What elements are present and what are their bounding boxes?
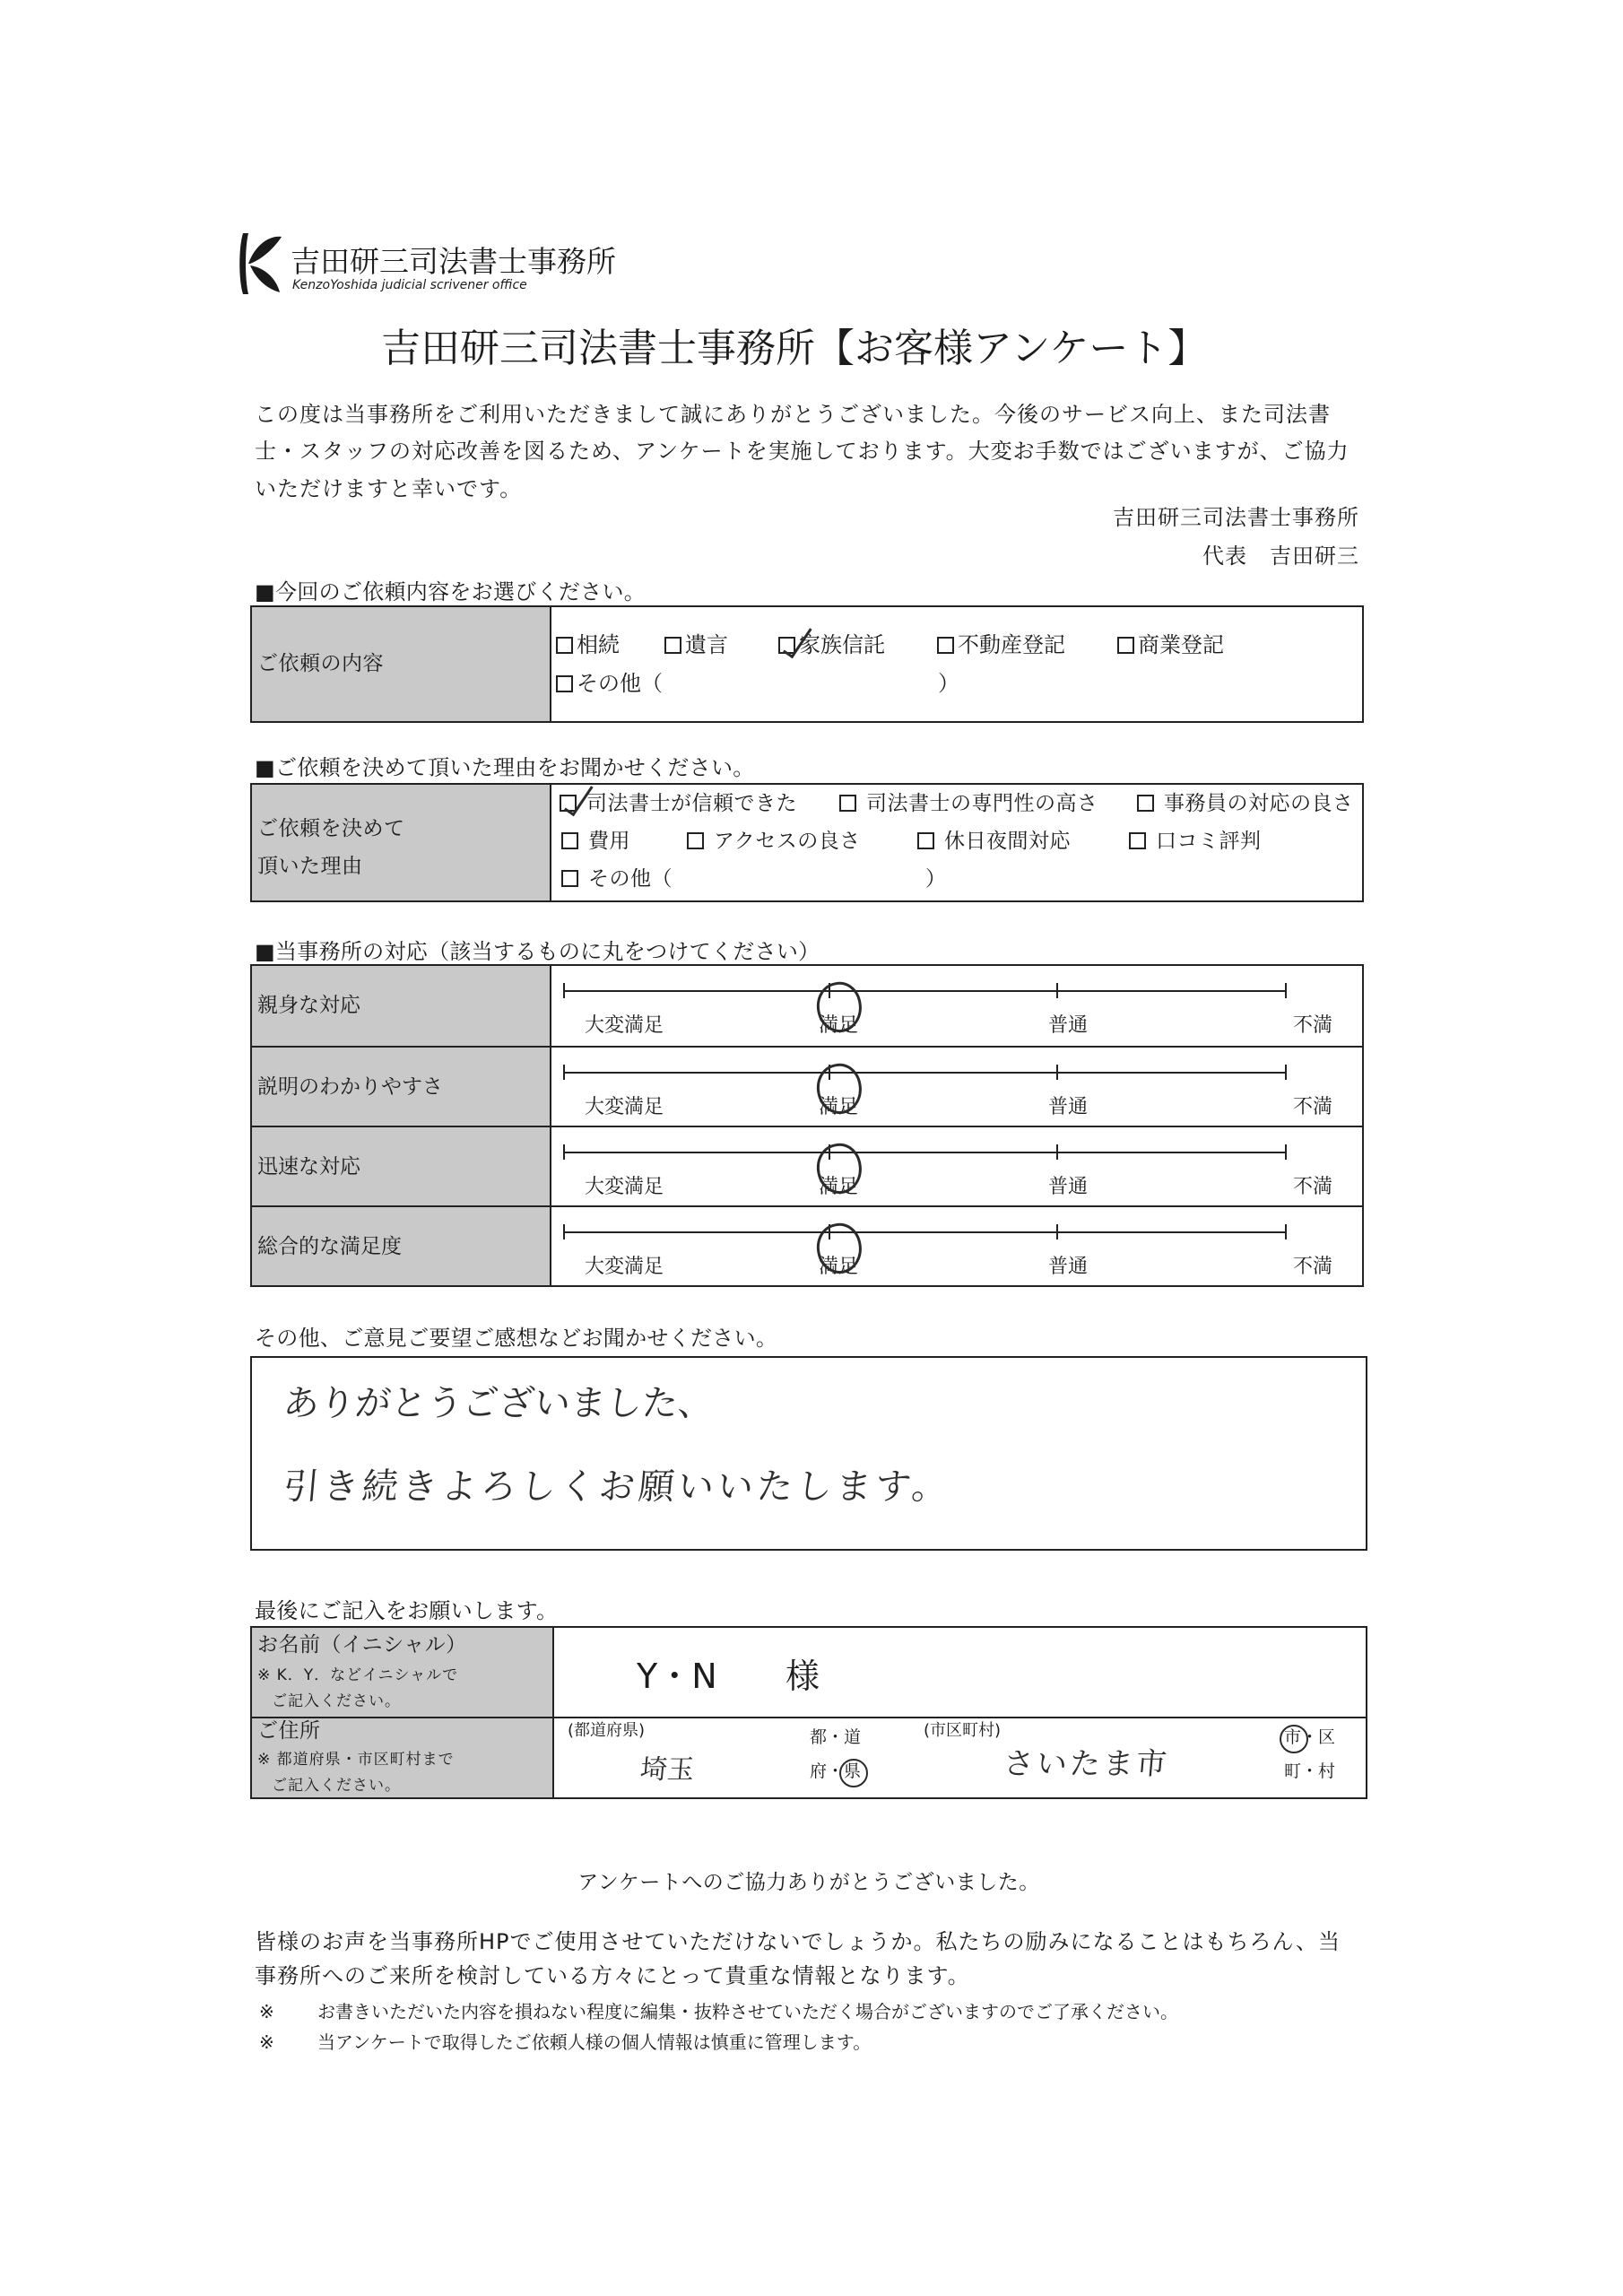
checkbox[interactable] bbox=[778, 637, 795, 654]
rating-label: 総合的な満足度 bbox=[257, 1235, 402, 1258]
request-label: ご依頼の内容 bbox=[257, 652, 384, 675]
option-label: 費用 bbox=[588, 830, 630, 853]
city-suffix-row bbox=[1284, 1763, 1335, 1780]
checkbox[interactable] bbox=[556, 675, 573, 692]
checkbox[interactable] bbox=[839, 795, 856, 812]
rating-row-clarity bbox=[252, 1046, 1362, 1126]
scale-option-neutral[interactable]: 普通 bbox=[1047, 1256, 1089, 1278]
suffix-option[interactable]: 府 bbox=[810, 1761, 828, 1781]
option-label: 口コミ評判 bbox=[1156, 830, 1262, 853]
option-label: 司法書士の専門性の高さ bbox=[866, 792, 1098, 815]
rating-row-speed bbox=[252, 1126, 1362, 1206]
scale-option-very-satisfied[interactable]: 大変満足 bbox=[584, 1256, 664, 1278]
suffix-option[interactable]: 村 bbox=[1318, 1761, 1336, 1781]
intro-line: 士・スタッフの対応改善を図るため、アンケートを実施しております。大変お手数ではございますが、ご協力 bbox=[255, 439, 1350, 464]
scale-option-neutral[interactable]: 普通 bbox=[1047, 1014, 1089, 1037]
scale-tick bbox=[1056, 983, 1058, 998]
checkbox[interactable] bbox=[1137, 795, 1154, 812]
scale-option-satisfied[interactable]: 満足 bbox=[818, 1096, 859, 1118]
rating-label: 迅速な対応 bbox=[257, 1155, 360, 1178]
prefecture-label: (都道府県) bbox=[568, 1721, 646, 1740]
option-trust[interactable] bbox=[560, 794, 797, 814]
row-divider bbox=[252, 1717, 1366, 1718]
option-label: 遺言 bbox=[685, 632, 728, 657]
option-kazoku-shintaku[interactable] bbox=[778, 634, 885, 656]
rating-scale-line bbox=[563, 1231, 1286, 1233]
option-cost[interactable] bbox=[561, 831, 630, 852]
option-label: 事務員の対応の良さ bbox=[1164, 792, 1354, 815]
page-title: 吉田研三司法書士事務所【お客様アンケート】 bbox=[381, 326, 1208, 371]
checkbox[interactable] bbox=[556, 637, 573, 654]
request-table bbox=[250, 605, 1364, 723]
rating-row-kindness bbox=[252, 966, 1362, 1047]
prefecture-value[interactable]: 埼玉 bbox=[638, 1754, 696, 1786]
reason-table bbox=[250, 783, 1364, 902]
comment-line: ありがとうございました、 bbox=[281, 1383, 716, 1424]
rating-scale-line bbox=[563, 1072, 1286, 1074]
checkbox[interactable] bbox=[937, 637, 954, 654]
suffix-separator: ・ bbox=[827, 1727, 845, 1747]
section-heading-reason: ■ご依頼を決めて頂いた理由をお聞かせください。 bbox=[255, 755, 755, 780]
option-label: 家族信託 bbox=[799, 632, 885, 657]
section-heading-comments: その他、ご意見ご要望ご感想などお聞かせください。 bbox=[255, 1326, 778, 1351]
note-text: 当アンケートで取得したご依頼人様の個人情報は慎重に管理します。 bbox=[317, 2031, 872, 2053]
option-other-close: ） bbox=[938, 671, 959, 696]
note-text: お書きいただいた内容を損ねない程度に編集・抜粋させていただく場合がございますのでご了承ください。 bbox=[317, 2001, 1178, 2022]
option-label: その他（ bbox=[588, 867, 673, 891]
scale-option-satisfied[interactable]: 満足 bbox=[818, 1256, 859, 1278]
address-note: ご記入ください。 bbox=[272, 1777, 401, 1795]
suffix-option[interactable]: 区 bbox=[1318, 1727, 1336, 1747]
suffix-separator: ・ bbox=[827, 1761, 845, 1781]
scale-option-dissatisfied[interactable]: 不満 bbox=[1292, 1096, 1333, 1118]
section-heading-final: 最後にご記入をお願いします。 bbox=[255, 1598, 559, 1623]
name-honorific: 様 bbox=[785, 1657, 820, 1696]
option-label: 不動産登記 bbox=[958, 632, 1065, 657]
scale-tick bbox=[1056, 1224, 1058, 1239]
intro-line: この度は当事務所をご利用いただきまして誠にありがとうございました。今後のサービス向上、また司法書 bbox=[255, 402, 1331, 427]
note-mark: ※ bbox=[259, 2001, 274, 2022]
scale-tick bbox=[1056, 1144, 1058, 1160]
checkbox[interactable] bbox=[1117, 637, 1134, 654]
option-shogyo-toki[interactable] bbox=[1117, 634, 1224, 656]
option-label: 司法書士が信頼できた bbox=[586, 792, 797, 815]
option-label: 相続 bbox=[577, 632, 620, 657]
contact-table bbox=[250, 1626, 1367, 1799]
comment-line: 引き続きよろしくお願いいたします。 bbox=[281, 1466, 953, 1508]
city-value[interactable]: さいたま市 bbox=[1002, 1746, 1171, 1782]
scale-tick bbox=[563, 983, 565, 998]
scale-option-very-satisfied[interactable]: 大変満足 bbox=[584, 1176, 664, 1198]
suffix-option[interactable]: 道 bbox=[844, 1727, 862, 1747]
scale-tick bbox=[1285, 1065, 1287, 1080]
option-label: アクセスの良さ bbox=[714, 830, 861, 853]
scale-tick bbox=[1285, 1224, 1287, 1239]
scale-option-very-satisfied[interactable]: 大変満足 bbox=[584, 1014, 664, 1037]
scale-option-dissatisfied[interactable]: 不満 bbox=[1292, 1256, 1333, 1278]
prefecture-suffix-row bbox=[810, 1763, 861, 1780]
scale-tick bbox=[1285, 983, 1287, 998]
logo-mark-icon bbox=[233, 230, 283, 301]
scale-tick bbox=[1056, 1065, 1058, 1080]
rating-scale-line bbox=[563, 990, 1286, 992]
suffix-option[interactable]: 県 bbox=[844, 1761, 862, 1781]
rating-scale-line bbox=[563, 1152, 1286, 1153]
suffix-separator: ・ bbox=[1301, 1727, 1319, 1747]
option-expertise[interactable] bbox=[839, 794, 1098, 814]
scale-option-satisfied[interactable]: 満足 bbox=[818, 1176, 859, 1198]
rating-label: 説明のわかりやすさ bbox=[257, 1075, 443, 1099]
name-label: お名前（イニシャル） bbox=[257, 1633, 467, 1657]
scale-option-satisfied[interactable]: 満足 bbox=[818, 1014, 859, 1037]
checkbox[interactable] bbox=[560, 795, 577, 812]
scale-option-dissatisfied[interactable]: 不満 bbox=[1292, 1014, 1333, 1037]
suffix-option[interactable]: 市 bbox=[1284, 1727, 1302, 1747]
scale-option-neutral[interactable]: 普通 bbox=[1047, 1096, 1089, 1118]
section-heading-request: ■今回のご依頼内容をお選びください。 bbox=[255, 579, 647, 604]
scale-tick bbox=[1285, 1144, 1287, 1160]
option-label: その他（ bbox=[577, 671, 663, 696]
closing-thanks: アンケートへのご協力ありがとうございました。 bbox=[577, 1871, 1040, 1894]
reason-label-line: 頂いた理由 bbox=[257, 855, 363, 878]
checkbox[interactable] bbox=[561, 870, 578, 887]
logo-name: 吉田研三司法書士事務所 bbox=[291, 244, 616, 279]
suffix-separator: ・ bbox=[1301, 1761, 1319, 1781]
city-label: (市区町村) bbox=[924, 1721, 1002, 1740]
option-souzoku[interactable] bbox=[556, 634, 620, 656]
note-mark: ※ bbox=[259, 2031, 274, 2053]
comment-box[interactable] bbox=[250, 1356, 1367, 1551]
suffix-option[interactable]: 都 bbox=[810, 1727, 828, 1747]
option-other[interactable] bbox=[561, 869, 673, 890]
label-cell bbox=[252, 785, 551, 900]
signature-representative: 代表 吉田研三 bbox=[1202, 544, 1359, 569]
checkbox[interactable] bbox=[1129, 832, 1146, 849]
prefecture-suffix-row bbox=[810, 1729, 861, 1746]
option-access[interactable] bbox=[687, 831, 861, 852]
ratings-table bbox=[250, 964, 1364, 1287]
name-value[interactable]: Y・N bbox=[637, 1657, 717, 1696]
option-label: 休日夜間対応 bbox=[944, 830, 1071, 853]
option-other-close: ） bbox=[925, 867, 947, 891]
closing-paragraph-line: 事務所へのご来所を検討している方々にとって貴重な情報となります。 bbox=[255, 1963, 970, 1988]
scale-tick bbox=[563, 1065, 565, 1080]
rating-row-overall bbox=[252, 1205, 1362, 1286]
signature-office: 吉田研三司法書士事務所 bbox=[1113, 505, 1359, 530]
rating-label: 親身な対応 bbox=[257, 994, 360, 1017]
option-reviews[interactable] bbox=[1129, 831, 1262, 852]
suffix-option[interactable]: 町 bbox=[1284, 1761, 1302, 1781]
address-label: ご住所 bbox=[257, 1719, 321, 1743]
section-heading-ratings: ■当事務所の対応（該当するものに丸をつけてください） bbox=[255, 939, 820, 964]
address-note: ※ 都道府県・市区町村まで bbox=[257, 1751, 455, 1769]
closing-paragraph-line: 皆様のお声を当事務所HPでご使用させていただけないでしょうか。私たちの励みになることはもちろん、当 bbox=[255, 1929, 1341, 1954]
option-other[interactable] bbox=[556, 673, 663, 694]
option-staff[interactable] bbox=[1137, 794, 1354, 814]
scale-option-very-satisfied[interactable]: 大変満足 bbox=[584, 1096, 664, 1118]
intro-line: いただけますと幸いです。 bbox=[255, 476, 523, 501]
checkbox[interactable] bbox=[687, 832, 704, 849]
name-note: ご記入ください。 bbox=[272, 1692, 401, 1710]
reason-label-line: ご依頼を決めて bbox=[257, 817, 405, 840]
logo-tagline: KenzoYoshida judicial scrivener office bbox=[292, 278, 527, 292]
scale-option-neutral[interactable]: 普通 bbox=[1047, 1176, 1089, 1198]
option-label: 商業登記 bbox=[1138, 632, 1224, 657]
city-suffix-row bbox=[1284, 1729, 1335, 1746]
scale-option-dissatisfied[interactable]: 不満 bbox=[1292, 1176, 1333, 1198]
checkbox[interactable] bbox=[917, 832, 934, 849]
scale-tick bbox=[563, 1144, 565, 1160]
option-igon[interactable] bbox=[664, 634, 728, 656]
checkbox[interactable] bbox=[561, 832, 578, 849]
option-holiday-night[interactable] bbox=[917, 831, 1071, 852]
option-fudosan-toki[interactable] bbox=[937, 634, 1065, 656]
scale-tick bbox=[563, 1224, 565, 1239]
checkbox[interactable] bbox=[664, 637, 681, 654]
name-note: ※ K．Y．などイニシャルで bbox=[257, 1666, 459, 1684]
